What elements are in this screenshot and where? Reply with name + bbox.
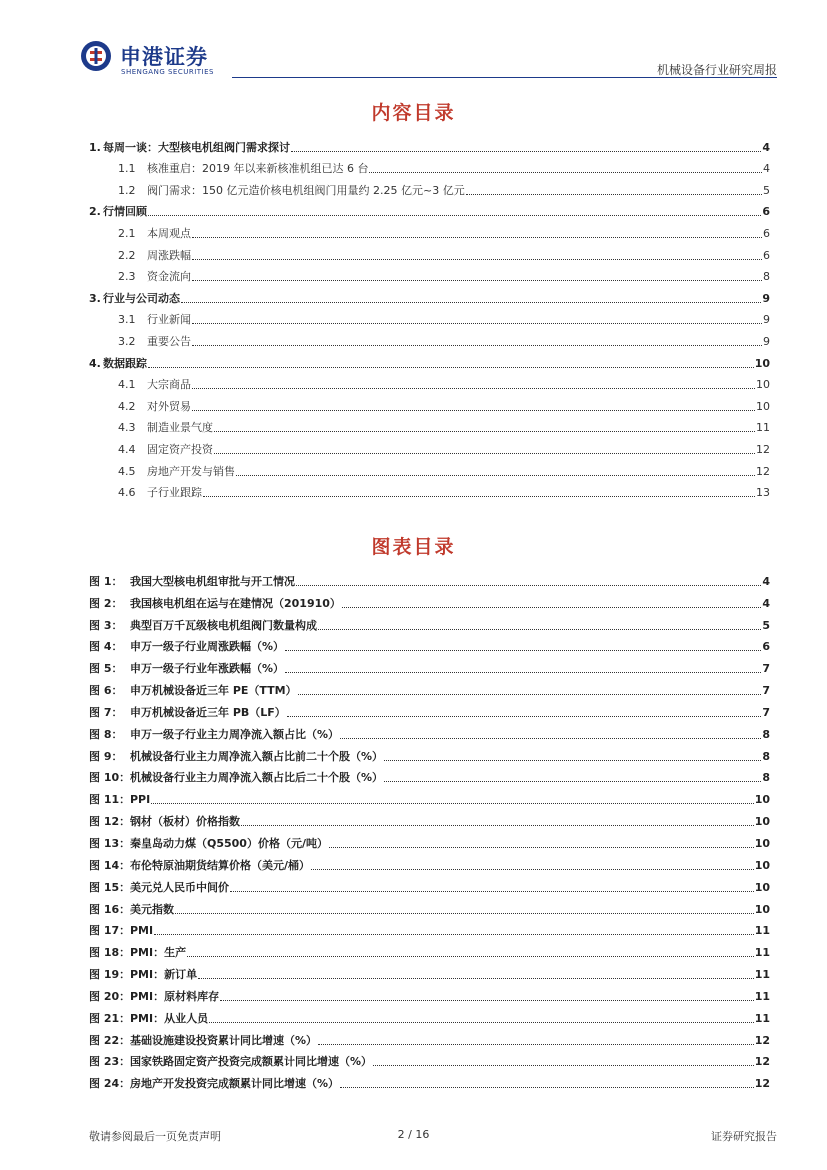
- entry-label: PMI：从业人员: [130, 1011, 209, 1025]
- figure-entry[interactable]: [89, 698, 770, 720]
- dot-leader: [287, 716, 762, 717]
- dot-leader: [187, 956, 754, 957]
- toc-entry[interactable]: [89, 349, 770, 371]
- dot-leader: [192, 323, 762, 324]
- entry-number: 1.1: [118, 162, 136, 176]
- dot-leader: [192, 345, 762, 346]
- dot-leader: [214, 453, 755, 454]
- entry-number: 2.1: [118, 226, 136, 240]
- entry-page: 12: [754, 1033, 770, 1047]
- entry-page: 9: [763, 313, 770, 327]
- figure-entry[interactable]: [89, 895, 770, 917]
- figure-entry[interactable]: [89, 633, 770, 655]
- entry-label: PMI：新订单: [130, 968, 198, 982]
- figure-entry[interactable]: [89, 764, 770, 786]
- dot-leader: [192, 410, 755, 411]
- figure-entry[interactable]: [89, 829, 770, 851]
- entry-label: PPI: [130, 793, 151, 807]
- toc-entry[interactable]: [89, 457, 770, 479]
- entry-label: 制造业景气度: [147, 421, 213, 435]
- toc-entry[interactable]: [89, 133, 770, 155]
- dot-leader: [329, 847, 754, 848]
- entry-label: 美元兑人民币中间价: [130, 880, 229, 894]
- entry-label: 申万一级子行业周涨跌幅（%）: [130, 640, 285, 654]
- entry-page: 10: [754, 793, 770, 807]
- shengang-logo-icon: [80, 40, 112, 72]
- entry-label: 申万一级子行业主力周净流入额占比（%）: [130, 727, 340, 741]
- entry-number: 4.2: [118, 399, 136, 413]
- figure-entry[interactable]: [89, 873, 770, 895]
- dot-leader: [198, 978, 754, 979]
- entry-page: 8: [762, 771, 770, 785]
- figure-entry[interactable]: [89, 1069, 770, 1091]
- dot-leader: [154, 934, 754, 935]
- entry-page: 4: [763, 162, 770, 176]
- dot-leader: [318, 1044, 754, 1045]
- entry-page: 6: [763, 226, 770, 240]
- figure-entry[interactable]: [89, 785, 770, 807]
- entry-label: 国家铁路固定资产投资完成额累计同比增速（%）: [130, 1055, 373, 1069]
- dot-leader: [318, 629, 761, 630]
- dot-leader: [291, 151, 761, 152]
- entry-label: 阀门需求：150 亿元造价核电机组阀门用量约 2.25 亿元~3 亿元: [147, 183, 465, 197]
- toc-entry[interactable]: [89, 479, 770, 501]
- entry-number: 2.2: [118, 248, 136, 262]
- dot-leader: [384, 760, 761, 761]
- entry-page: 12: [754, 1077, 770, 1091]
- entry-label: 典型百万千瓦级核电机组阀门数量构成: [130, 618, 317, 632]
- entry-page: 6: [762, 640, 770, 654]
- entry-label: 秦皇岛动力煤（Q5500）价格（元/吨）: [130, 836, 328, 850]
- figure-entry[interactable]: [89, 567, 770, 589]
- dot-leader: [181, 302, 761, 303]
- contents-title: 内容目录: [371, 102, 456, 124]
- entry-page: 4: [762, 140, 770, 154]
- entry-page: 11: [754, 924, 770, 938]
- entry-label: 重要公告: [147, 334, 191, 348]
- figure-entry[interactable]: [89, 938, 770, 960]
- header-divider: [232, 77, 777, 78]
- entry-page: 10: [754, 902, 770, 916]
- figure-entry[interactable]: [89, 982, 770, 1004]
- figure-entry[interactable]: [89, 742, 770, 764]
- entry-page: 11: [756, 421, 770, 435]
- entry-page: 9: [762, 291, 770, 305]
- entry-page: 10: [756, 399, 770, 413]
- entry-number: 图 10：: [89, 771, 131, 785]
- entry-page: 11: [754, 946, 770, 960]
- entry-label: 数据跟踪: [103, 356, 147, 370]
- figure-entry[interactable]: [89, 589, 770, 611]
- entry-number: 图 7：: [89, 705, 123, 719]
- entry-label: 子行业跟踪: [147, 486, 202, 500]
- entry-label: 基础设施建设投资累计同比增速（%）: [130, 1033, 318, 1047]
- figure-entry[interactable]: [89, 1026, 770, 1048]
- toc-entry[interactable]: [89, 414, 770, 436]
- dot-leader: [296, 585, 761, 586]
- entry-number: 2.3: [118, 270, 136, 284]
- entry-number: 图 24：: [89, 1077, 131, 1091]
- entry-label: 机械设备行业主力周净流入额占比前二十个股（%）: [130, 749, 384, 763]
- figures-list: [89, 567, 770, 1091]
- entry-label: 本周观点: [147, 226, 191, 240]
- entry-number: 图 15：: [89, 880, 131, 894]
- entry-number: 图 18：: [89, 946, 131, 960]
- entry-number: 1.: [89, 140, 101, 154]
- entry-number: 3.1: [118, 313, 136, 327]
- entry-label: PMI: [130, 924, 154, 938]
- entry-page: 5: [762, 618, 770, 632]
- entry-number: 图 22：: [89, 1033, 131, 1047]
- toc-entry[interactable]: [89, 241, 770, 263]
- entry-number: 图 1：: [89, 574, 123, 588]
- entry-number: 1.2: [118, 183, 136, 197]
- entry-label: 每周一谈：大型核电机组阀门需求探讨: [103, 140, 290, 154]
- entry-page: 11: [754, 989, 770, 1003]
- entry-label: PMI：生产: [130, 946, 187, 960]
- entry-label: 美元指数: [130, 902, 174, 916]
- entry-label: 行业与公司动态: [103, 291, 180, 305]
- entry-number: 图 6：: [89, 684, 123, 698]
- entry-number: 3.2: [118, 334, 136, 348]
- entry-label: 我国核电机组在运与在建情况（201910）: [130, 596, 341, 610]
- entry-page: 12: [756, 442, 770, 456]
- entry-label: 行业新闻: [147, 313, 191, 327]
- entry-number: 图 8：: [89, 727, 123, 741]
- entry-label: 核准重启：2019 年以来新核准机组已达 6 台: [147, 162, 369, 176]
- entry-page: 10: [754, 858, 770, 872]
- entry-number: 图 3：: [89, 618, 123, 632]
- entry-page: 4: [762, 596, 770, 610]
- entry-label: PMI：原材料库存: [130, 989, 220, 1003]
- entry-label: 行情回顾: [103, 205, 147, 219]
- entry-page: 12: [754, 1055, 770, 1069]
- dot-leader: [285, 672, 761, 673]
- entry-label: 申万机械设备近三年 PE（TTM）: [130, 684, 297, 698]
- entry-page: 13: [756, 486, 770, 500]
- contents-list: [89, 133, 770, 500]
- dot-leader: [384, 781, 761, 782]
- entry-number: 图 16：: [89, 902, 131, 916]
- entry-page: 4: [762, 574, 770, 588]
- dot-leader: [342, 607, 761, 608]
- dot-leader: [151, 803, 753, 804]
- toc-entry[interactable]: [89, 263, 770, 285]
- figure-entry[interactable]: [89, 1004, 770, 1026]
- entry-page: 10: [754, 815, 770, 829]
- entry-label: 周涨跌幅: [147, 248, 191, 262]
- entry-page: 6: [762, 205, 770, 219]
- entry-number: 4.6: [118, 486, 136, 500]
- entry-number: 4.1: [118, 378, 136, 392]
- entry-number: 图 23：: [89, 1055, 131, 1069]
- dot-leader: [241, 825, 754, 826]
- dot-leader: [192, 259, 762, 260]
- entry-page: 8: [762, 749, 770, 763]
- entry-page: 8: [762, 727, 770, 741]
- entry-number: 图 13：: [89, 836, 131, 850]
- entry-number: 图 5：: [89, 662, 123, 676]
- toc-entry[interactable]: [89, 327, 770, 349]
- figure-entry[interactable]: [89, 654, 770, 676]
- toc-entry[interactable]: [89, 435, 770, 457]
- entry-label: 固定资产投资: [147, 442, 213, 456]
- dot-leader: [369, 172, 762, 173]
- entry-number: 图 4：: [89, 640, 123, 654]
- dot-leader: [466, 194, 762, 195]
- entry-page: 10: [754, 836, 770, 850]
- figure-entry[interactable]: [89, 807, 770, 829]
- entry-page: 7: [762, 662, 770, 676]
- entry-number: 2.: [89, 205, 101, 219]
- figure-entry[interactable]: [89, 960, 770, 982]
- entry-number: 图 9：: [89, 749, 123, 763]
- entry-page: 7: [762, 684, 770, 698]
- figures-title: 图表目录: [371, 536, 456, 558]
- entry-label: 钢材（板材）价格指数: [130, 815, 240, 829]
- entry-number: 4.5: [118, 464, 136, 478]
- dot-leader: [340, 1087, 754, 1088]
- entry-number: 4.: [89, 356, 101, 370]
- toc-entry[interactable]: [89, 392, 770, 414]
- toc-entry[interactable]: [89, 176, 770, 198]
- doc-type: 证券研究报告: [711, 1130, 777, 1143]
- dot-leader: [192, 237, 762, 238]
- entry-number: 图 21：: [89, 1011, 131, 1025]
- entry-number: 图 17：: [89, 924, 131, 938]
- figure-entry[interactable]: [89, 611, 770, 633]
- dot-leader: [220, 1000, 754, 1001]
- entry-page: 10: [754, 880, 770, 894]
- page-header: [0, 0, 827, 80]
- figure-entry[interactable]: [89, 851, 770, 873]
- entry-label: 对外贸易: [147, 399, 191, 413]
- entry-page: 10: [754, 356, 770, 370]
- dot-leader: [192, 388, 755, 389]
- entry-number: 图 2：: [89, 596, 123, 610]
- dot-leader: [203, 496, 755, 497]
- entry-page: 7: [762, 705, 770, 719]
- entry-label: 资金流向: [147, 270, 191, 284]
- entry-label: 房地产开发投资完成额累计同比增速（%）: [130, 1077, 340, 1091]
- entry-number: 图 20：: [89, 989, 131, 1003]
- entry-label: 申万机械设备近三年 PB（LF）: [130, 705, 286, 719]
- entry-label: 布伦特原油期货结算价格（美元/桶）: [130, 858, 311, 872]
- entry-label: 机械设备行业主力周净流入额占比后二十个股（%）: [130, 771, 384, 785]
- entry-page: 11: [754, 1011, 770, 1025]
- entry-label: 房地产开发与销售: [147, 464, 235, 478]
- dot-leader: [214, 431, 755, 432]
- entry-page: 12: [756, 464, 770, 478]
- entry-number: 4.3: [118, 421, 136, 435]
- entry-page: 8: [763, 270, 770, 284]
- entry-number: 图 19：: [89, 968, 131, 982]
- brand-name: 申港证券: [120, 45, 208, 69]
- report-category: 机械设备行业研究周报: [656, 63, 777, 77]
- figure-entry[interactable]: [89, 720, 770, 742]
- toc-entry[interactable]: [89, 306, 770, 328]
- dot-leader: [311, 869, 754, 870]
- entry-page: 11: [754, 968, 770, 982]
- entry-page: 5: [763, 183, 770, 197]
- dot-leader: [192, 280, 762, 281]
- disclaimer-note: 敬请参阅最后一页免责声明: [89, 1130, 221, 1143]
- entry-number: 3.: [89, 291, 101, 305]
- entry-number: 图 14：: [89, 858, 131, 872]
- brand-name-en: SHENGANG SECURITIES: [121, 68, 214, 76]
- entry-number: 图 12：: [89, 815, 131, 829]
- dot-leader: [373, 1065, 754, 1066]
- dot-leader: [209, 1022, 754, 1023]
- entry-label: 申万一级子行业年涨跌幅（%）: [130, 662, 285, 676]
- figure-entry[interactable]: [89, 1048, 770, 1070]
- dot-leader: [230, 891, 754, 892]
- toc-entry[interactable]: [89, 198, 770, 220]
- dot-leader: [340, 738, 761, 739]
- page-number: 2 / 16: [397, 1128, 430, 1141]
- entry-label: 大宗商品: [147, 378, 191, 392]
- dot-leader: [175, 913, 754, 914]
- dot-leader: [298, 694, 762, 695]
- entry-page: 9: [763, 334, 770, 348]
- figure-entry[interactable]: [89, 676, 770, 698]
- entry-page: 10: [756, 378, 770, 392]
- entry-page: 6: [763, 248, 770, 262]
- dot-leader: [285, 650, 761, 651]
- toc-entry[interactable]: [89, 155, 770, 177]
- entry-label: 我国大型核电机组审批与开工情况: [130, 574, 295, 588]
- toc-entry[interactable]: [89, 219, 770, 241]
- figure-entry[interactable]: [89, 917, 770, 939]
- dot-leader: [236, 475, 755, 476]
- dot-leader: [148, 215, 761, 216]
- entry-number: 图 11：: [89, 793, 131, 807]
- toc-entry[interactable]: [89, 284, 770, 306]
- toc-entry[interactable]: [89, 371, 770, 393]
- dot-leader: [148, 367, 754, 368]
- entry-number: 4.4: [118, 442, 136, 456]
